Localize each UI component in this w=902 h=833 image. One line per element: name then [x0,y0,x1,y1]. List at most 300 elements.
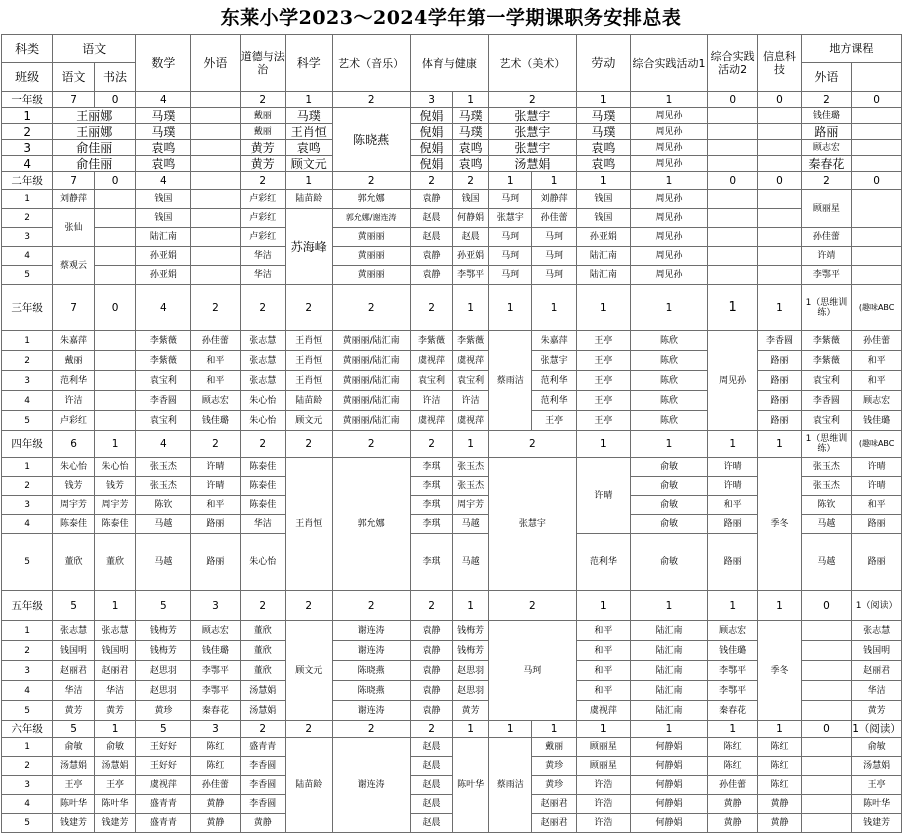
total-cell: 7 [53,285,95,331]
teacher-cell: 路丽 [852,534,902,591]
teacher-cell: 张慧宇 [488,209,531,228]
teacher-cell: 何静娟 [630,814,707,833]
teacher-cell: 李紫薇 [136,351,191,371]
local-empty-header [852,63,902,92]
class-number: 1 [2,458,53,477]
total-cell: 1 [576,172,630,190]
teacher-cell: 黄静 [191,795,240,814]
teacher-cell: 俞敏 [94,738,136,757]
total-cell: 2 [801,92,852,108]
table-row [2,140,902,156]
teacher-cell: 盛青青 [136,795,191,814]
total-cell: 2 [240,172,285,190]
grade-label: 五年级 [2,591,53,621]
teacher-cell: 黄丽丽 [332,228,410,247]
teacher-cell: 许浩 [576,814,630,833]
teacher-cell [708,156,758,172]
teacher-cell: 黄芳 [53,701,95,721]
teacher-cell: 许洁 [410,391,452,411]
teacher-cell [758,156,801,172]
teacher-cell: 朱心怡 [53,458,95,477]
teacher-cell: 蔡观云 [53,247,95,285]
teacher-cell [801,661,852,681]
teacher-cell: 黄丽丽 [332,266,410,285]
teacher-cell [191,140,240,156]
table-row [2,776,902,795]
teacher-cell: 朱嘉萍 [53,331,95,351]
teacher-cell: 孙亚娟 [136,266,191,285]
teacher-cell [852,156,902,172]
teacher-cell: 陈泰佳 [94,515,136,534]
teacher-cell: 王好好 [136,738,191,757]
teacher-cell: 张志慧 [240,351,285,371]
grade-total-row [2,431,902,458]
grade-label: 一年级 [2,92,53,108]
total-cell: 1（阅读） [852,591,902,621]
teacher-cell: 何静娟 [630,776,707,795]
total-cell [191,172,240,190]
teacher-cell: 顾丽星 [576,738,630,757]
teacher-cell: 陈欣 [630,371,707,391]
grade-total-row [2,92,902,108]
teacher-cell: 袁静 [410,641,452,661]
teacher-cell: 孙佳蕾 [191,331,240,351]
teacher-cell: 钱国 [136,209,191,228]
teacher-cell: 张志慧 [852,621,902,641]
morality-header: 道德与法治 [240,35,285,92]
teacher-cell: 马珂 [488,266,531,285]
teacher-cell: 陈欣 [630,351,707,371]
math-header: 数学 [136,35,191,92]
teacher-cell [852,108,902,124]
teacher-cell: 陆汇南 [630,701,707,721]
teacher-cell: 周宇芳 [94,496,136,515]
teacher-cell: 黄芳 [94,701,136,721]
teacher-cell: 钱佳璐 [708,641,758,661]
teacher-cell: 盛青青 [136,814,191,833]
teacher-cell: 周见孙 [630,228,707,247]
teacher-cell: 俞敏 [852,738,902,757]
teacher-cell: 王亭 [53,776,95,795]
teacher-cell: 袁宝利 [136,371,191,391]
teacher-cell: 顾丽星 [576,757,630,776]
teacher-cell: 赵晨 [410,209,452,228]
teacher-cell: 袁静 [410,621,452,641]
total-cell: 1 [708,721,758,738]
teacher-cell: 陈叶华 [94,795,136,814]
teacher-cell: 钱芳 [94,477,136,496]
practice1-header: 综合实践活动1 [630,35,707,92]
teacher-cell [708,266,758,285]
teacher-cell: 顾志宏 [801,140,852,156]
total-cell: 1 [453,431,489,458]
teacher-cell [801,795,852,814]
total-cell: 4 [136,172,191,190]
table-row [2,156,902,172]
teacher-cell: 谢连涛 [332,701,410,721]
teacher-cell: 和平 [852,371,902,391]
teacher-cell: 汤慧娟 [488,156,576,172]
total-cell: 7 [53,92,95,108]
teacher-cell: 陆苗龄 [285,190,332,209]
teacher-cell: 陈泰佳 [240,458,285,477]
teacher-cell: 秦春花 [191,701,240,721]
total-cell: 6 [53,431,95,458]
teacher-cell: 汤慧娟 [240,701,285,721]
total-cell [191,92,240,108]
teacher-cell: 虞视萍 [410,411,452,431]
teacher-cell: 李琪 [410,515,452,534]
teacher-cell: 倪娟 [410,140,452,156]
teacher-cell: 赵晨 [410,814,452,833]
table-row [2,209,902,228]
teacher-cell: 路丽 [758,391,801,411]
teacher-cell: 朱心怡 [240,391,285,411]
teacher-cell: 周见孙 [630,266,707,285]
class-number: 1 [2,190,53,209]
teacher-cell: 陈泰佳 [240,496,285,515]
teacher-cell: 李紫薇 [801,351,852,371]
teacher-cell [708,108,758,124]
teacher-cell: 李香圆 [240,776,285,795]
total-cell: 1 [453,92,489,108]
teacher-cell: 袁静 [410,266,452,285]
teacher-cell [708,209,758,228]
teacher-cell: 顾志宏 [852,391,902,411]
teacher-cell [94,411,136,431]
teacher-cell: 李琪 [410,534,452,591]
teacher-cell: 陈红 [758,757,801,776]
teacher-cell: 季冬 [758,458,801,591]
teacher-cell: 俞敏 [630,458,707,477]
class-number: 5 [2,814,53,833]
total-cell: 2 [240,591,285,621]
total-cell: 2 [488,431,576,458]
table-row [2,124,902,140]
total-cell: 0 [852,92,902,108]
teacher-cell: 马越 [801,534,852,591]
teacher-cell: 李鄂平 [453,266,489,285]
teacher-cell: 赵丽君 [53,661,95,681]
teacher-cell: 虞视萍 [410,351,452,371]
it-header: 信息科技 [758,35,801,92]
class-number: 4 [2,156,53,172]
teacher-cell: 谢连涛 [332,641,410,661]
class-number: 3 [2,496,53,515]
teacher-cell: 陆汇南 [630,621,707,641]
teacher-cell: 陈叶华 [852,795,902,814]
teacher-cell: 何静娟 [630,757,707,776]
teacher-cell: 孙佳蕾 [852,331,902,351]
header-row [2,35,902,63]
teacher-cell: 和平 [576,661,630,681]
calligraphy-header: 书法 [94,63,136,92]
teacher-cell: 李鄂平 [708,661,758,681]
total-cell: 2 [240,285,285,331]
foreign-header: 外语 [191,35,240,92]
teacher-cell: 袁鸣 [453,140,489,156]
teacher-cell: 郭允娜/谢连涛 [332,209,410,228]
teacher-cell: 俞佳丽 [53,140,136,156]
class-number: 2 [2,351,53,371]
total-cell: 1 [488,721,531,738]
teacher-cell [94,391,136,411]
total-cell: 0 [758,172,801,190]
total-cell: 3 [191,721,240,738]
total-cell: 1 [576,92,630,108]
teacher-cell: 陈叶华 [53,795,95,814]
teacher-cell [852,124,902,140]
teacher-cell: 钱佳璐 [801,108,852,124]
teacher-cell: 钱国 [576,190,630,209]
teacher-cell: 顾文元 [285,411,332,431]
teacher-cell: 王丽娜 [53,124,136,140]
teacher-cell: 郭允娜 [332,190,410,209]
total-cell: 1 [630,285,707,331]
total-cell: 5 [53,721,95,738]
teacher-cell: 俞敏 [630,477,707,496]
teacher-cell: 赵丽君 [852,661,902,681]
teacher-cell: 王亭 [576,411,630,431]
grade-total-row [2,285,902,331]
teacher-cell: 袁宝利 [801,371,852,391]
class-number: 4 [2,515,53,534]
teacher-cell: 和平 [191,351,240,371]
teacher-cell: 陈晓燕 [332,681,410,701]
teacher-cell: 黄丽丽/陆汇南 [332,371,410,391]
teacher-cell: 张志慧 [94,621,136,641]
teacher-cell: 范利华 [532,391,576,411]
teacher-cell: 陆苗龄 [285,391,332,411]
total-cell: 3 [191,591,240,621]
total-cell: 1 [758,721,801,738]
teacher-cell: 马珂 [488,228,531,247]
teacher-cell: 张玉杰 [801,458,852,477]
total-cell: 2 [453,172,489,190]
teacher-cell: 周见孙 [630,124,707,140]
teacher-cell: 张慧宇 [488,458,576,591]
teacher-cell: 陈钦 [801,496,852,515]
teacher-cell: 陈红 [708,757,758,776]
teacher-cell: 陈欣 [630,391,707,411]
total-cell: 0 [758,92,801,108]
teacher-cell: 王亭 [94,776,136,795]
teacher-cell: 卢彩红 [240,228,285,247]
teacher-cell [191,124,240,140]
teacher-cell: 李香圆 [758,331,801,351]
teacher-cell [758,266,801,285]
teacher-cell: 陆汇南 [630,661,707,681]
grade-total-row [2,591,902,621]
teacher-cell: 赵丽君 [532,814,576,833]
total-cell: 0 [852,172,902,190]
total-cell: 2 [332,92,410,108]
teacher-cell: 黄丽丽/陆汇南 [332,411,410,431]
teacher-cell [801,814,852,833]
teacher-cell: 虞视萍 [136,776,191,795]
teacher-cell [708,124,758,140]
teacher-cell: 张玉杰 [136,477,191,496]
teacher-cell: 李琪 [410,496,452,515]
teacher-cell: 倪娟 [410,108,452,124]
class-number: 1 [2,738,53,757]
teacher-cell: 李琪 [410,477,452,496]
teacher-cell: 路丽 [758,411,801,431]
total-cell: 1 [532,721,576,738]
teacher-cell: 钱建芳 [852,814,902,833]
teacher-cell: 顾文元 [285,621,332,721]
teacher-cell: 袁静 [410,661,452,681]
teacher-cell: 戴丽 [532,738,576,757]
teacher-cell: 盛青青 [240,738,285,757]
teacher-cell: 陈晓燕 [332,661,410,681]
total-cell: 1 [453,285,489,331]
subject-corner: 科类 [2,35,53,63]
teacher-cell: 许晴 [191,477,240,496]
total-cell: 2 [285,591,332,621]
total-cell: 1 [488,172,531,190]
total-cell: 2 [240,92,285,108]
teacher-cell: 王肖恒 [285,124,332,140]
teacher-cell: 谢连涛 [332,621,410,641]
teacher-cell: 路丽 [708,515,758,534]
teacher-cell: 张玉杰 [453,458,489,477]
teacher-cell [758,190,801,209]
teacher-cell: 钱建芳 [53,814,95,833]
teacher-cell: 钱国 [136,190,191,209]
class-number: 2 [2,641,53,661]
labor-header: 劳动 [576,35,630,92]
total-cell: 2 [332,285,410,331]
teacher-cell: 王肖恒 [285,351,332,371]
teacher-cell: 朱心怡 [240,411,285,431]
teacher-cell: 袁鸣 [576,140,630,156]
teacher-cell: 陈红 [191,738,240,757]
teacher-cell: 孙佳蕾 [708,776,758,795]
teacher-cell: 黄静 [240,814,285,833]
teacher-cell: 李鄂平 [708,681,758,701]
teacher-cell: 许晴 [708,458,758,477]
teacher-cell: 陈红 [191,757,240,776]
teacher-cell [758,108,801,124]
teacher-cell: 俞敏 [53,738,95,757]
teacher-cell: 钱芳 [53,477,95,496]
teacher-cell: 俞佳丽 [53,156,136,172]
teacher-cell: 王亭 [576,371,630,391]
teacher-cell: 顾丽星 [801,190,852,228]
teacher-cell: 许晴 [708,477,758,496]
teacher-cell: 周见孙 [630,190,707,209]
total-cell: 1 [532,172,576,190]
teacher-cell: 路丽 [708,534,758,591]
table-row [2,458,902,477]
total-cell: 1 [453,721,489,738]
teacher-cell: 华洁 [240,515,285,534]
teacher-cell: 华洁 [240,247,285,266]
teacher-cell: 和平 [708,496,758,515]
teacher-cell: 汤慧娟 [240,681,285,701]
teacher-cell [801,738,852,757]
teacher-cell: 王亭 [532,411,576,431]
total-cell: 1 [708,591,758,621]
total-cell: 2 [410,285,452,331]
teacher-cell: 钱梅芳 [453,621,489,641]
music-header: 艺术（音乐） [332,35,410,92]
teacher-cell: 谢连涛 [332,738,410,833]
teacher-cell: 钱佳璐 [852,411,902,431]
teacher-cell [708,228,758,247]
teacher-cell: 黄丽丽 [332,247,410,266]
class-number: 3 [2,661,53,681]
total-cell: 4 [136,431,191,458]
teacher-cell: 黄珍 [532,757,576,776]
total-cell: 2 [332,172,410,190]
total-cell: 2 [240,431,285,458]
teacher-cell: 马璞 [285,108,332,124]
total-cell: (趣味ABC [852,431,902,458]
total-cell: 2 [285,285,332,331]
teacher-cell: 黄芳 [240,140,285,156]
teacher-cell: 戴丽 [53,351,95,371]
teacher-cell: 马珂 [532,228,576,247]
teacher-cell: 马璞 [576,108,630,124]
teacher-cell: 赵晨 [410,757,452,776]
teacher-cell: 蔡雨洁 [488,738,531,833]
teacher-cell: 李鄂平 [191,681,240,701]
total-cell: 0 [801,721,852,738]
teacher-cell: 马璞 [136,108,191,124]
teacher-cell: 许浩 [576,795,630,814]
teacher-cell: 张玉杰 [453,477,489,496]
table-row [2,228,902,247]
teacher-cell: 董欣 [53,534,95,591]
teacher-cell: 虞视萍 [453,411,489,431]
grade-label: 四年级 [2,431,53,458]
teacher-cell [801,701,852,721]
total-cell: 1（思维训练） [801,285,852,331]
teacher-cell: 黄静 [758,795,801,814]
class-number: 3 [2,371,53,391]
teacher-cell: 马珂 [488,621,576,721]
total-cell: 0 [801,591,852,621]
class-number: 3 [2,140,53,156]
teacher-cell: 苏海峰 [285,209,332,285]
teacher-cell: 马珂 [532,266,576,285]
teacher-cell [852,140,902,156]
teacher-cell: 袁宝利 [136,411,191,431]
teacher-cell: 孙亚娟 [576,228,630,247]
teacher-cell: 卢彩红 [53,411,95,431]
local-header: 地方课程 [801,35,901,63]
teacher-cell: 许靖 [801,247,852,266]
teacher-cell: 张慧宇 [532,351,576,371]
total-cell: 2 [410,721,452,738]
teacher-cell: 李紫薇 [136,331,191,351]
total-cell: 1 [576,721,630,738]
table-row [2,738,902,757]
teacher-cell: 汤慧娟 [852,757,902,776]
teacher-cell: 何静娟 [453,209,489,228]
teacher-cell: 赵思羽 [453,681,489,701]
teacher-cell: 王肖恒 [285,371,332,391]
teacher-cell [94,209,136,228]
teacher-cell: 卢彩红 [240,209,285,228]
teacher-cell: 顾文元 [285,156,332,172]
total-cell: 1 [94,431,136,458]
teacher-cell: 钱佳璐 [191,641,240,661]
class-number: 4 [2,391,53,411]
teacher-cell: 路丽 [191,515,240,534]
